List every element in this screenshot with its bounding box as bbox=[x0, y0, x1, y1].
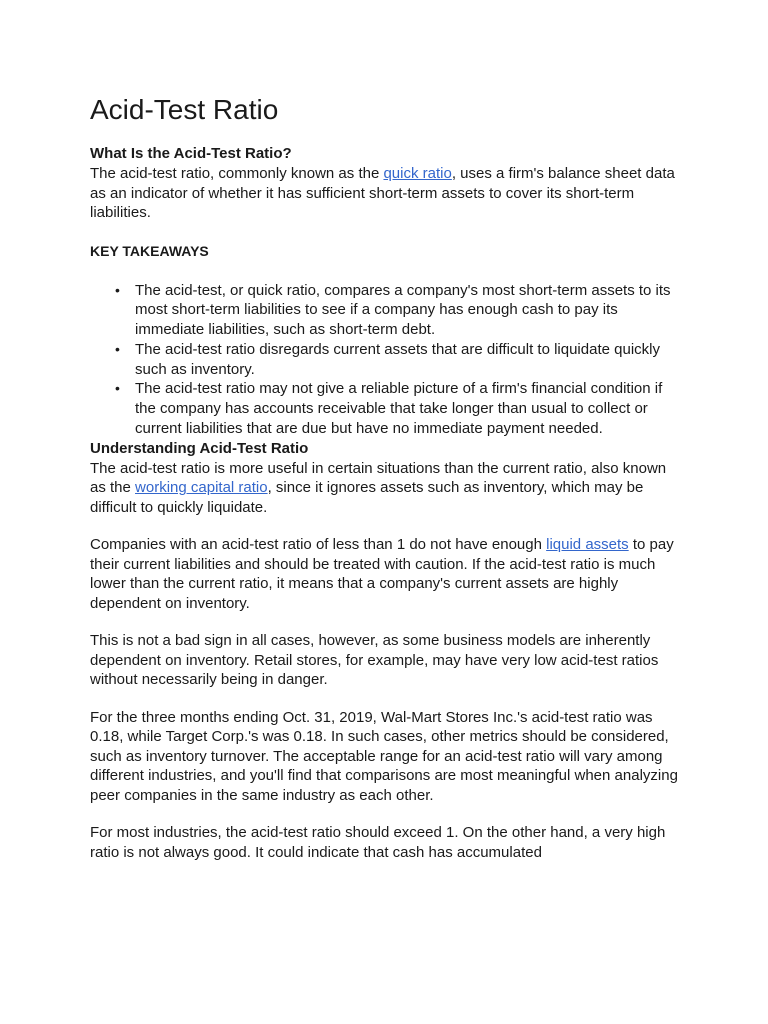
understanding-paragraph-5: For most industries, the acid-test ratio should exceed 1. On the other hand, a very high ratio is not always good. It could indicate that cash has accumulated bbox=[90, 824, 666, 861]
takeaway-text: The acid-test ratio disregards current assets that are difficult to liquidate quickly such as inventory. bbox=[135, 340, 660, 378]
quick-ratio-link[interactable]: quick ratio bbox=[383, 165, 452, 182]
understanding-paragraph-2 bbox=[90, 535, 680, 613]
p1-text-start: The acid-test ratio is more useful in certain situations than the current ratio, also known as the bbox=[90, 459, 667, 497]
bullet-icon: • bbox=[115, 340, 120, 357]
p1-text-end: , since it ignores assets such as inventory, which may be difficult to quickly liquidate. bbox=[90, 479, 644, 516]
section-heading-what-is: What Is the Acid-Test Ratio? bbox=[90, 145, 292, 162]
document-page bbox=[90, 92, 680, 862]
bullet-icon: • bbox=[115, 281, 120, 298]
takeaway-item bbox=[115, 281, 680, 340]
takeaway-item bbox=[115, 379, 680, 438]
understanding-paragraph-1 bbox=[90, 459, 680, 518]
understanding-paragraph-3: This is not a bad sign in all cases, however, as some business models are inherently dependent on inventory. Retail stores, for example, may have very low acid-test ratios without necessarily being in danger. bbox=[90, 632, 659, 689]
p2-text-end: to pay their current liabilities and should be treated with caution. If the acid-test ratio is much lower than the current ratio, it means that a company's current assets are highly dependent on inventory. bbox=[90, 536, 674, 612]
key-takeaways-list bbox=[90, 281, 680, 439]
takeaway-item bbox=[115, 340, 680, 380]
working-capital-ratio-link[interactable]: working capital ratio bbox=[135, 479, 268, 497]
takeaway-text: The acid-test, or quick ratio, compares a company's most short-term assets to its most short-term liabilities to see if a company has enough cash to pay its immediate liabilities, such as short-term debt. bbox=[135, 281, 671, 339]
p2-text-start: Companies with an acid-test ratio of less than 1 do not have enough bbox=[90, 536, 547, 554]
page-title: Acid-Test Ratio bbox=[90, 94, 279, 125]
key-takeaways-heading: KEY TAKEAWAYS bbox=[90, 242, 209, 259]
section-heading-understanding: Understanding Acid-Test Ratio bbox=[90, 439, 309, 457]
intro-text-start: The acid-test ratio, commonly known as the bbox=[90, 165, 384, 182]
liquid-assets-link[interactable]: liquid assets bbox=[546, 536, 629, 554]
intro-paragraph bbox=[90, 164, 680, 223]
bullet-icon: • bbox=[115, 380, 120, 397]
intro-text-end: , uses a firm's balance sheet data as an indicator of whether it has sufficient short-term assets to cover its short-term liabilities. bbox=[90, 165, 675, 221]
takeaway-text: The acid-test ratio may not give a reliable picture of a firm's financial condition if the company has accounts receivable that take longer than usual to collect or current liabilities that are due but have no immediate payment needed. bbox=[135, 380, 663, 438]
understanding-paragraph-4: For the three months ending Oct. 31, 2019, Wal-Mart Stores Inc.'s acid-test ratio was 0.18, while Target Corp.'s was 0.18. In such cases, other metrics should be considered, such as inventory turnover. The acceptable range for an acid-test ratio will vary among different industries, and you'll find that comparisons are most meaningful when analyzing peer companies in the same industry as each other. bbox=[90, 708, 678, 804]
